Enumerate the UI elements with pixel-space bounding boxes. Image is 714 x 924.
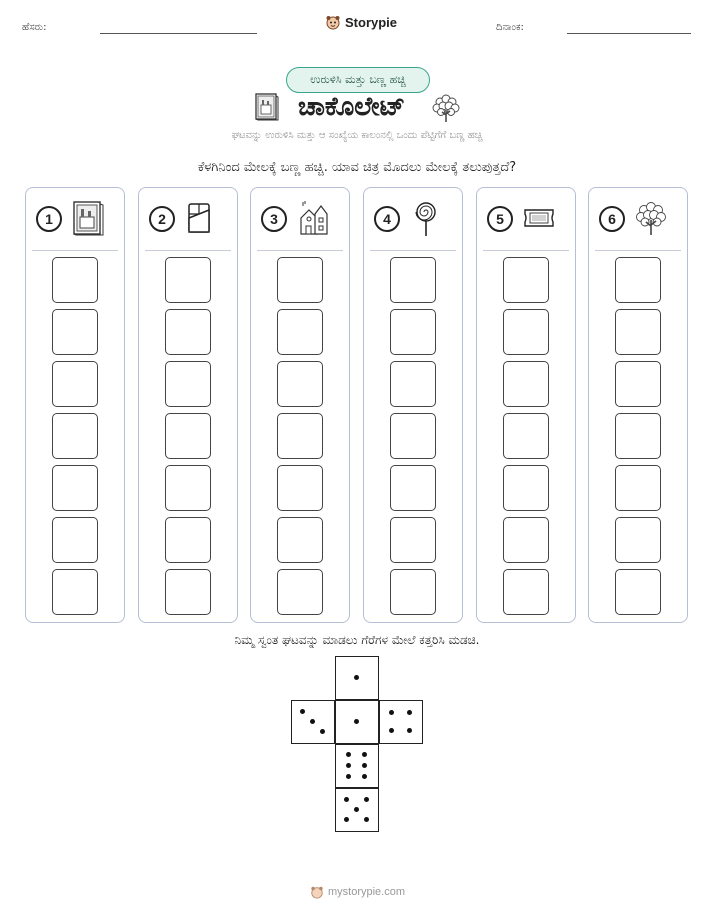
die-pip	[346, 752, 351, 757]
die-instruction: ನಿಮ್ಮ ಸ್ವಂತ ಘಟವನ್ನು ಮಾಡಲು ಗೆರೆಗಳ ಮೇಲೆ ಕತ್ತರಿಸಿ ಮಡಚಿ.	[234, 633, 480, 647]
die-pip	[407, 710, 412, 715]
color-box[interactable]	[277, 309, 323, 355]
column-divider	[370, 250, 456, 251]
candy-house-icon	[295, 200, 331, 236]
golden-ticket-icon	[521, 200, 557, 236]
color-box[interactable]	[52, 517, 98, 563]
die-pip	[354, 807, 359, 812]
column-divider	[257, 250, 343, 251]
date-line[interactable]	[567, 33, 691, 34]
die-face	[291, 700, 335, 744]
die-face	[335, 744, 379, 788]
color-box[interactable]	[390, 517, 436, 563]
die-pip	[362, 774, 367, 779]
color-box[interactable]	[165, 465, 211, 511]
candy-tree-icon	[430, 92, 462, 124]
color-box[interactable]	[52, 413, 98, 459]
activity-type-pill: ಉರುಳಿಸಿ ಮತ್ತು ಬಣ್ಣ ಹಚ್ಚಿ	[286, 67, 430, 93]
name-line[interactable]	[100, 33, 257, 34]
column-number: 5	[487, 206, 513, 232]
die-pip	[389, 710, 394, 715]
chocolate-factory-book-icon	[254, 93, 280, 121]
color-box[interactable]	[277, 413, 323, 459]
color-box[interactable]	[52, 257, 98, 303]
instruction-question: ಕೆಳಗಿನಿಂದ ಮೇಲಕ್ಕೆ ಬಣ್ಣ ಹಚ್ಚಿ. ಯಾವ ಚಿತ್ರ ಮೊದಲು ಮೇಲಕ್ಕೆ ತಲುಪುತ್ತದೆ?	[197, 160, 517, 175]
color-box[interactable]	[615, 517, 661, 563]
column-6	[588, 187, 688, 623]
color-box[interactable]	[277, 361, 323, 407]
die-pip	[344, 797, 349, 802]
candy-tree-icon	[633, 200, 669, 236]
die-pip	[310, 719, 315, 724]
color-box[interactable]	[503, 257, 549, 303]
color-box[interactable]	[165, 309, 211, 355]
color-box[interactable]	[277, 569, 323, 615]
die-pip	[407, 728, 412, 733]
footer-site: mystorypie.com	[328, 886, 406, 898]
brand-name: Storypie	[345, 14, 398, 30]
color-box[interactable]	[165, 361, 211, 407]
storypie-mascot-icon	[325, 14, 341, 30]
die-pip	[389, 728, 394, 733]
color-box[interactable]	[615, 413, 661, 459]
color-box[interactable]	[52, 309, 98, 355]
color-box[interactable]	[503, 413, 549, 459]
column-divider	[32, 250, 118, 251]
die-face	[335, 788, 379, 832]
column-divider	[595, 250, 681, 251]
color-box[interactable]	[390, 257, 436, 303]
column-3	[250, 187, 350, 623]
chocolate-bar-icon	[183, 200, 219, 236]
column-number: 2	[149, 206, 175, 232]
color-box[interactable]	[390, 309, 436, 355]
color-box[interactable]	[615, 569, 661, 615]
column-number: 3	[261, 206, 287, 232]
color-box[interactable]	[390, 465, 436, 511]
color-box[interactable]	[390, 569, 436, 615]
storypie-mascot-icon	[310, 885, 324, 899]
color-box[interactable]	[277, 465, 323, 511]
die-pip	[364, 817, 369, 822]
die-face	[335, 700, 379, 744]
die-face	[379, 700, 423, 744]
die-pip	[346, 763, 351, 768]
color-box[interactable]	[52, 569, 98, 615]
die-pip	[346, 774, 351, 779]
color-box[interactable]	[277, 257, 323, 303]
color-box[interactable]	[615, 361, 661, 407]
die-pip	[362, 763, 367, 768]
column-divider	[145, 250, 231, 251]
column-1	[25, 187, 125, 623]
color-box[interactable]	[615, 257, 661, 303]
die-pip	[320, 729, 325, 734]
color-box[interactable]	[165, 569, 211, 615]
die-pip	[364, 797, 369, 802]
die-pip	[300, 709, 305, 714]
column-4	[363, 187, 463, 623]
color-box[interactable]	[277, 517, 323, 563]
color-box[interactable]	[503, 569, 549, 615]
brand-logo	[325, 14, 397, 30]
die-pip	[354, 719, 359, 724]
color-box[interactable]	[390, 361, 436, 407]
page-title: ಚಾಕೊಲೇಟ್	[298, 92, 406, 122]
color-box[interactable]	[390, 413, 436, 459]
die-pip	[354, 675, 359, 680]
color-box[interactable]	[503, 309, 549, 355]
column-5	[476, 187, 576, 623]
color-box[interactable]	[503, 465, 549, 511]
die-pip	[362, 752, 367, 757]
lollipop-icon	[408, 200, 444, 236]
color-box[interactable]	[615, 465, 661, 511]
die-face	[335, 656, 379, 700]
die-pip	[344, 817, 349, 822]
footer	[310, 885, 405, 899]
color-box[interactable]	[165, 517, 211, 563]
page-subtitle: ಘಟವನ್ನು ಉರುಳಿಸಿ ಮತ್ತು ಆ ಸಂಖ್ಯೆಯ ಕಾಲಂನಲ್ಲಿ ಒಂದು ಪೆಟ್ಟಿಗೆಗೆ ಬಣ್ಣ ಹಚ್ಚಿ	[231, 130, 483, 141]
color-box[interactable]	[165, 413, 211, 459]
column-number: 6	[599, 206, 625, 232]
color-box[interactable]	[503, 517, 549, 563]
date-label: ದಿನಾಂಕ:	[496, 22, 524, 33]
column-number: 1	[36, 206, 62, 232]
color-box[interactable]	[165, 257, 211, 303]
chocolate-factory-book-icon	[70, 200, 106, 236]
column-divider	[483, 250, 569, 251]
color-box[interactable]	[503, 361, 549, 407]
name-label: ಹೆಸರು:	[22, 22, 47, 33]
column-number: 4	[374, 206, 400, 232]
column-2	[138, 187, 238, 623]
color-box[interactable]	[52, 465, 98, 511]
color-box[interactable]	[52, 361, 98, 407]
color-box[interactable]	[615, 309, 661, 355]
